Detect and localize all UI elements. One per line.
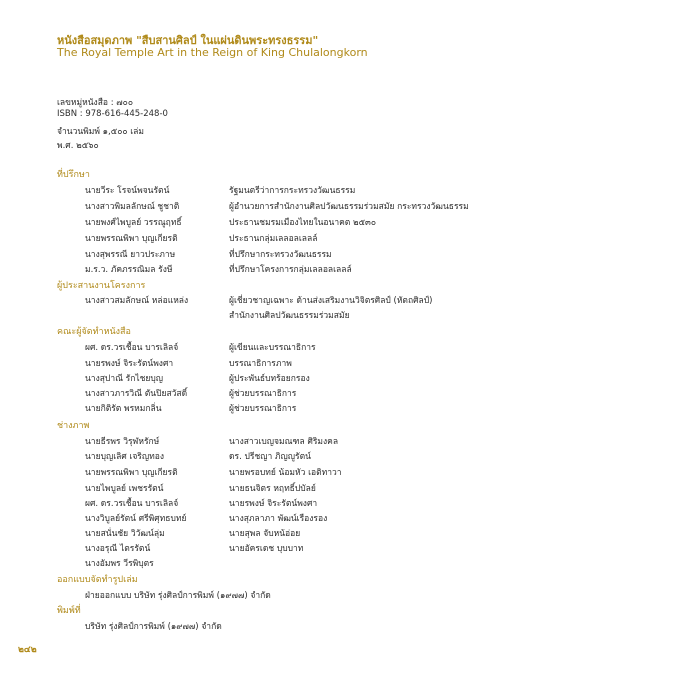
committee-role: ผู้ช่วยบรรณาธิการ [229,404,297,414]
printer-credit: บริษัท รุ่งศิลป์การพิมพ์ (๑๙๗๗) จำกัด [85,622,222,632]
photographer-name: นางอรุณี ไตรรัตน์ [85,544,151,554]
photographer-name: ผศ. ดร.วรเชื้อน บารเลิลจ์ [85,499,179,509]
photographer-name-col2: นายอัครเดช บุบบาท [229,544,304,554]
print-year: พ.ศ. ๒๕๖๐ [57,141,99,151]
photographer-name: นายไพบูลย์ เพชรรัตน์ [85,484,164,494]
photographer-name-col2: นายธนจิตร หฤทธิ์ปบัลย์ [229,484,316,494]
isbn: ISBN : 978-616-445-248-0 [57,109,168,119]
advisor-role: ผู้อำนวยการสำนักงานศิลปวัฒนธรรมร่วมสมัย กระทรวงวัฒนธรรม [229,202,469,212]
section-heading-photographers: ช่างภาพ [57,421,90,431]
committee-name: นางสุปาณี รักไชยบุญ [85,374,164,384]
section-heading-coordinators: ผู้ประสานงานโครงการ [57,281,146,291]
advisor-role: รัฐมนตรีว่าการกระทรวงวัฒนธรรม [229,186,356,196]
section-heading-design: ออกแบบจัดทำรูปเล่ม [57,575,138,585]
advisor-name: นางสาวพิมลลักษณ์ ชูชาติ [85,202,180,212]
photographer-name-col2: ดร. ปรีชญา ภิญญูรัตน์ [229,452,311,462]
photographer-name-col2: นางสุภลาภา พัฒน์เรืองรอง [229,514,328,524]
committee-role: บรรณาธิการภาพ [229,359,292,369]
coordinator-role: สำนักงานศิลปวัฒนธรรมร่วมสมัย [229,311,350,321]
book-number: เลขหมู่หนังสือ : ๗๐๐ [57,98,134,108]
committee-name: นายรพงษ์ จิระรัตน์พงศา [85,359,174,369]
advisor-role: ประธานกลุ่มเลลอลเลลล์ [229,234,318,244]
committee-name: นางสาวภารวิณี ตันปิยสวัสดิ์ [85,389,188,399]
section-heading-advisors: ที่ปรึกษา [57,170,90,180]
committee-role: ผู้ประพันธ์บทร้อยกรอง [229,374,310,384]
photographer-name-col2: นายสุพล จับหน้อ่อย [229,529,301,539]
title-english: The Royal Temple Art in the Reign of King Chulalongkorn [57,46,368,59]
page-number: ๒๔๒ [18,645,37,655]
section-heading-printer: พิมพ์ที่ [57,606,81,616]
advisor-name: ม.ร.ว. ภัคภรรณิมล รังษี [85,265,173,275]
photographer-name-col2: นายพรอบทย์ น้อมหัว เอติทาวา [229,468,342,478]
photographer-name: นายพรรณพิพา บุญเกียรติ [85,468,178,478]
design-credit: ฝ่ายออกแบบ บริษัท รุ่งศิลป์การพิมพ์ (๑๙๗๗) จำกัด [85,591,271,601]
photographer-name: นายสนั่นชัย วิวัฒน์ลุ่ม [85,529,165,539]
photographer-name-col2: นางสาวเบญจมณฑล ศิริมงคล [229,437,339,447]
committee-role: ผู้เขียนและบรรณาธิการ [229,343,316,353]
coordinator-role: ผู้เชี่ยวชาญเฉพาะ ด้านส่งเสริมงานวิจิตรศิลป์ (หัตถศิลป์) [229,296,433,306]
advisor-role: ประธานชมรมเมืองไทยในอนาคต ๒๕๓๐ [229,218,377,228]
committee-name: ผศ. ดร.วรเชื้อน บารเลิลจ์ [85,343,179,353]
photographer-name: นายบุญเลิศ เจริญทอง [85,452,164,462]
committee-name: นายกิติรัต พรหมกลิ่น [85,404,162,414]
advisor-role: ที่ปรึกษาโครงการกลุ่มเลลอลเลลล์ [229,265,352,275]
photographer-name: นางอัมพร วีรพิบุตร [85,559,154,569]
print-count: จำนวนพิมพ์ ๑,๕๐๐ เล่ม [57,127,144,137]
committee-role: ผู้ช่วยบรรณาธิการ [229,389,297,399]
photographer-name: นางวิบูลย์รัตน์ ศรีพิศุทธบทย์ [85,514,187,524]
advisor-name: นายพรรณพิพา บุญเกียรติ [85,234,178,244]
advisor-name: นางสุพรรณี ยาวประภาษ [85,250,176,260]
advisor-name: นายพงศ์ไพบูลย์ วรรณูฤทธิ์ [85,218,182,228]
title-thai: หนังสือสมุดภาพ "สืบสานศิลป์ ในแผ่นดินพระทรงธรรม" [57,34,319,47]
coordinator-name: นางสาวสมลักษณ์ หล่อแหล่ง [85,296,189,306]
photographer-name: นายธีรพร วิรุฬหรักษ์ [85,437,160,447]
photographer-name-col2: นายรพงษ์ จิระรัตน์พงศา [229,499,318,509]
section-heading-committee: คณะผู้จัดทำหนังสือ [57,327,131,337]
advisor-role: ที่ปรึกษากระทรวงวัฒนธรรม [229,250,332,260]
advisor-name: นายวีระ โรจน์พจนรัตน์ [85,186,170,196]
